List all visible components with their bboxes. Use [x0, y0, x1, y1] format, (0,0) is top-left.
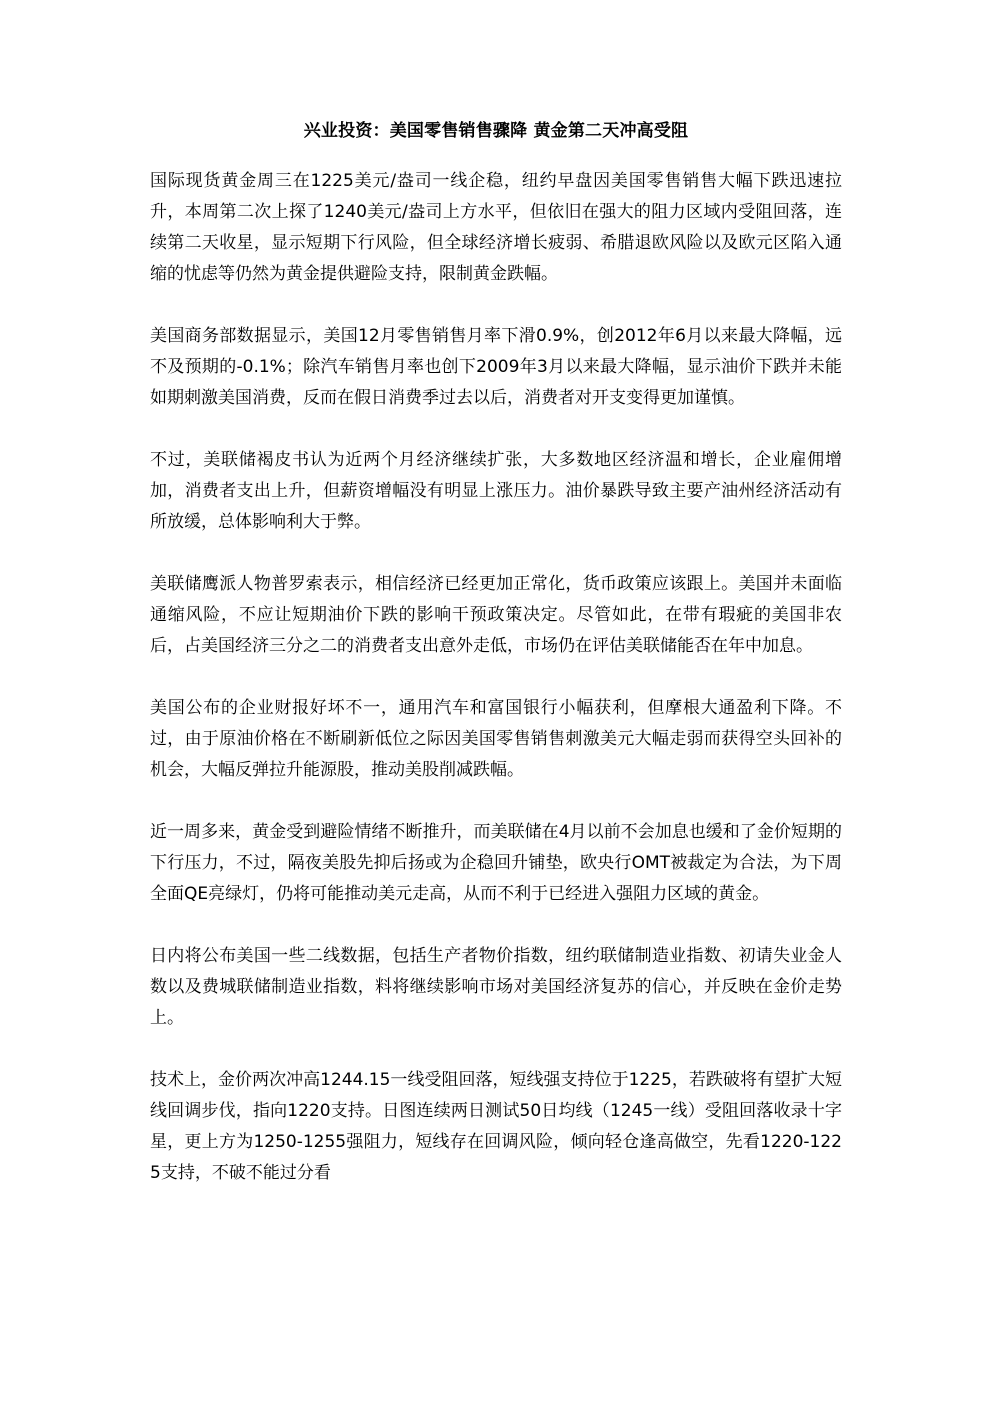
document-title: 兴业投资：美国零售销售骤降 黄金第二天冲高受阻 — [303, 121, 689, 141]
paragraph-beige-book: 不过，美联储褐皮书认为近两个月经济继续扩张，大多数地区经济温和增长，企业雇佣增加，消费者支出上升，但薪资增幅没有明显上涨压力。油价暴跌导致主要产油州经济活动有所放缓，总体影响利大于弊。 — [150, 450, 842, 532]
paragraph-gold-overview: 国际现货黄金周三在1225美元/盎司一线企稳，纽约早盘因美国零售销售大幅下跌迅速拉升，本周第二次上探了1240美元/盎司上方水平，但依旧在强大的阻力区域内受阻回落，连续第二天收星，显示短期下行风险，但全球经济增长疲弱、希腊退欧风险以及欧元区陷入通缩的忧虑等仍然为黄金提供避险支持，限制黄金跌幅。 — [150, 171, 842, 284]
paragraph-earnings: 美国公布的企业财报好坏不一，通用汽车和富国银行小幅获利，但摩根大通盈利下降。不过，由于原油价格在不断刷新低位之际因美国零售销售刺激美元大幅走弱而获得空头回补的机会，大幅反弹拉升能源股，推动美股削减跌幅。 — [150, 698, 842, 780]
paragraph-plosser: 美联储鹰派人物普罗索表示，相信经济已经更加正常化，货币政策应该跟上。美国并未面临通缩风险，不应让短期油价下跌的影响干预政策决定。尽管如此，在带有瑕疵的美国非农后，占美国经济三分之二的消费者支出意外走低，市场仍在评估美联储能否在年中加息。 — [150, 574, 842, 656]
document-page — [150, 120, 842, 1220]
paragraph-retail-sales: 美国商务部数据显示，美国12月零售销售月率下滑0.9%，创2012年6月以来最大降幅，远不及预期的-0.1%；除汽车销售月率也创下2009年3月以来最大降幅，显示油价下跌并未能如期刺激美国消费，反而在假日消费季过去以后，消费者对开支变得更加谨慎。 — [150, 326, 842, 408]
paragraph-data-calendar: 日内将公布美国一些二线数据，包括生产者物价指数，纽约联储制造业指数、初请失业金人数以及费城联储制造业指数，料将继续影响市场对美国经济复苏的信心，并反映在金价走势上。 — [150, 946, 842, 1028]
paragraph-technical: 技术上，金价两次冲高1244.15一线受阻回落，短线强支持位于1225，若跌破将有望扩大短线回调步伐，指向1220支持。日图连续两日测试50日均线（1245一线）受阻回落收录十字星，更上方为1250-1255强阻力，短线存在回调风险，倾向轻仓逢高做空，先看1220-1225支持，不破不能过分看 — [150, 1070, 842, 1183]
paragraph-safe-haven: 近一周多来，黄金受到避险情绪不断推升，而美联储在4月以前不会加息也缓和了金价短期的下行压力，不过，隔夜美股先抑后扬或为企稳回升铺垫，欧央行OMT被裁定为合法，为下周全面QE亮绿灯，仍将可能推动美元走高，从而不利于已经进入强阻力区域的黄金。 — [150, 822, 842, 904]
